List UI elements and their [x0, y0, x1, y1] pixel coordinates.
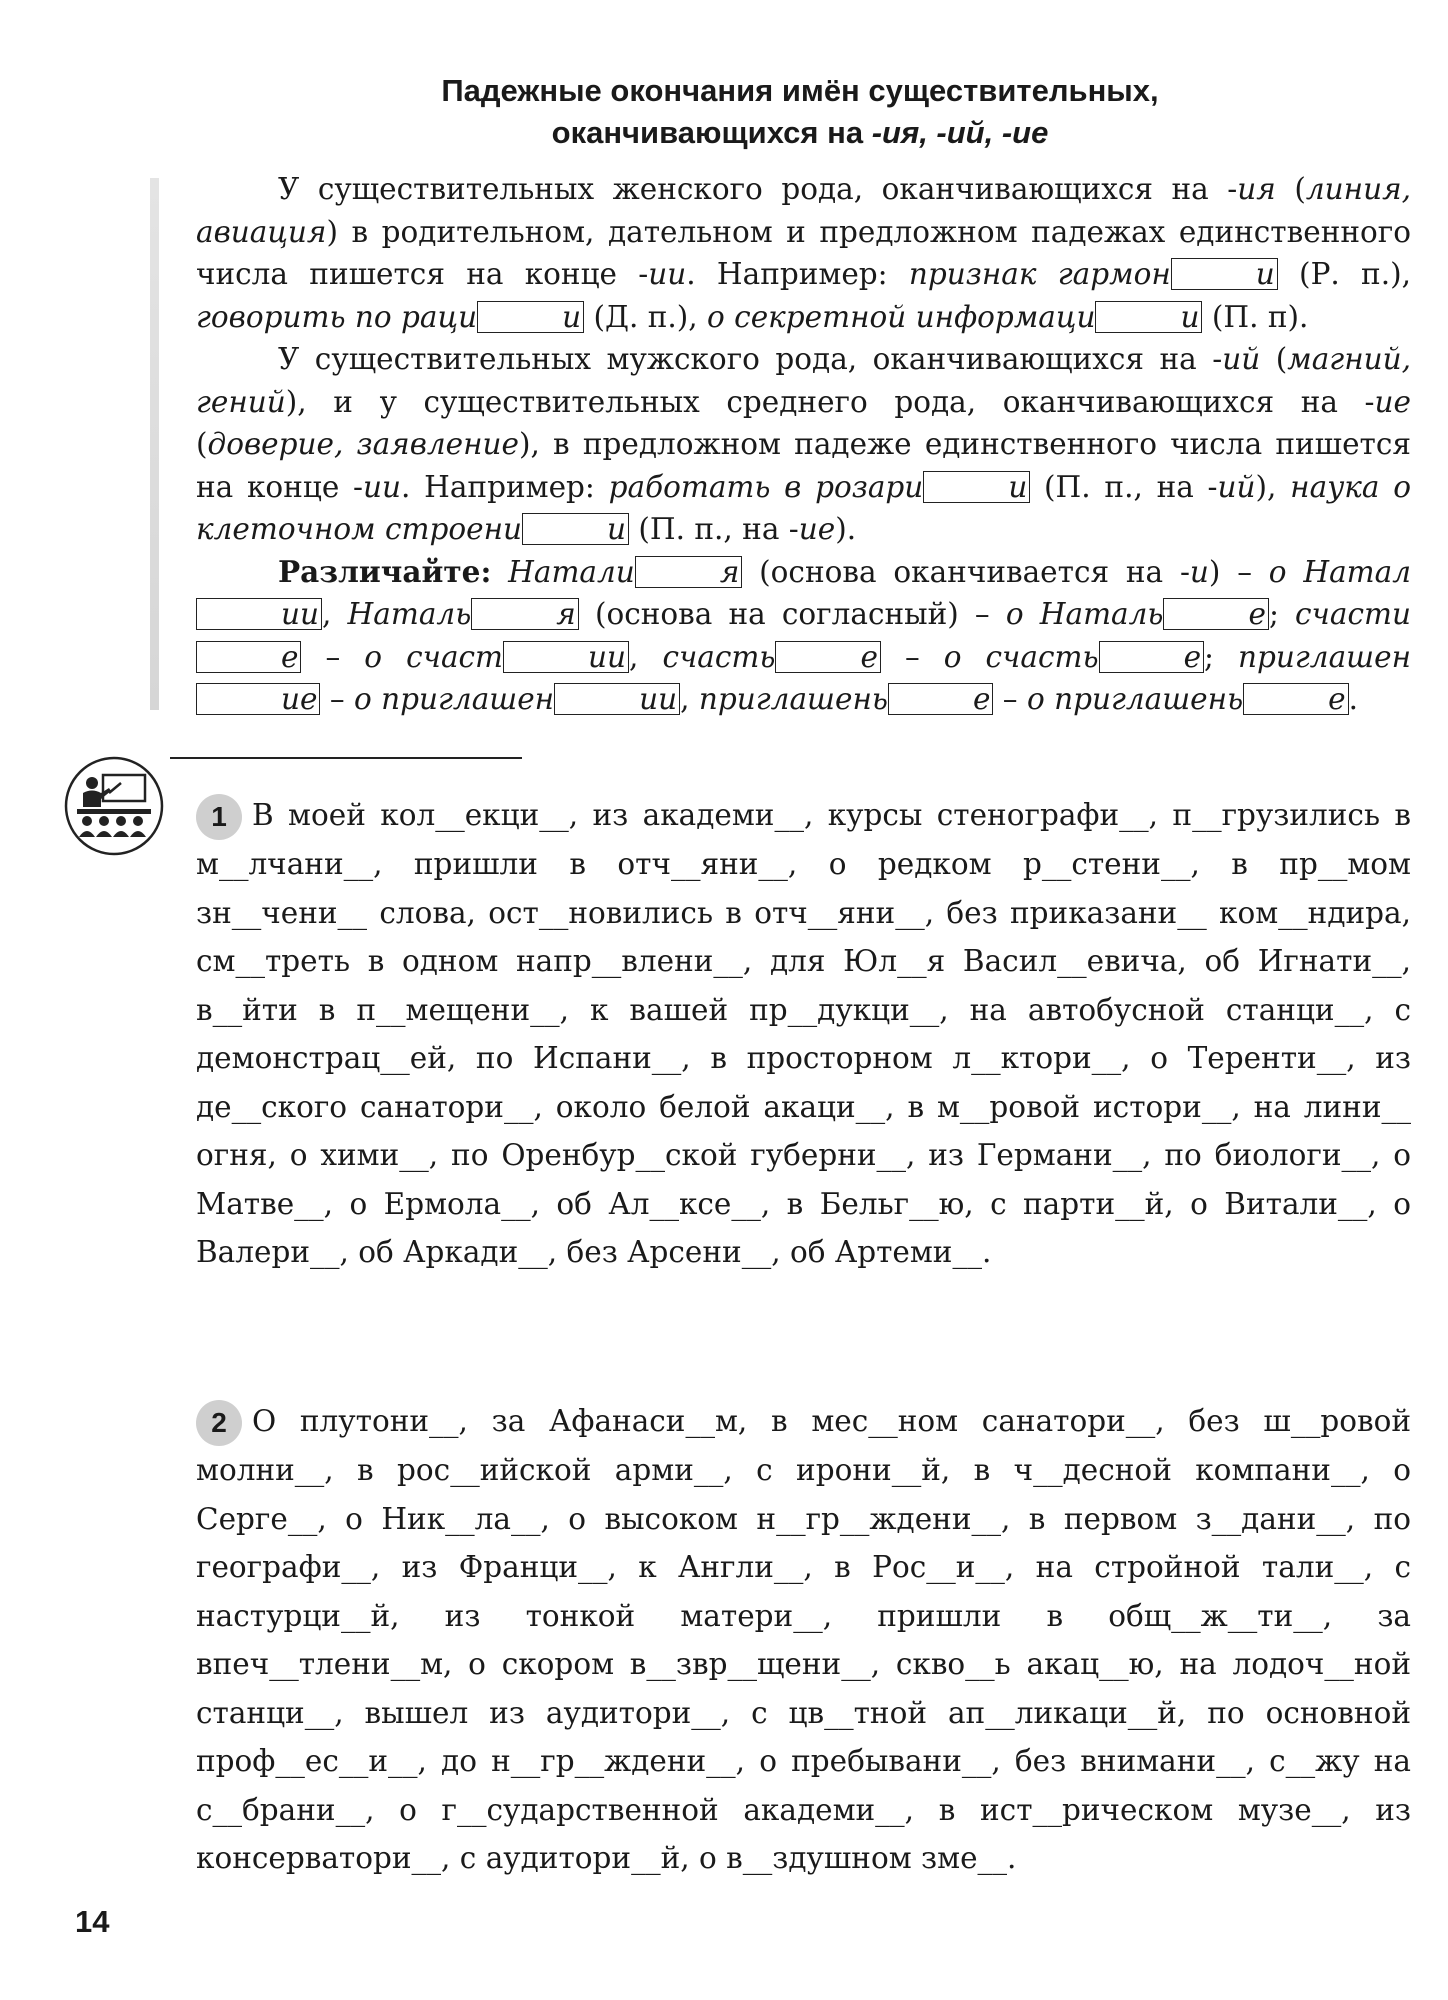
theory-paragraph-3: Различайте: Натали я (основа оканчивается на -и) – о Наталии , Наталь я (основа на согласный) – о Наталь е ; счастие – о счаст ии , счасть е – о счасть е ; приглашение – о приглашен ии , приглашень е – о приглашень е . — [196, 551, 1411, 721]
ending-box: е — [1163, 598, 1268, 630]
section-divider — [170, 757, 522, 759]
ending-box: е — [1243, 683, 1348, 715]
ending-box: е — [888, 683, 993, 715]
ending-box: и — [477, 301, 584, 333]
ending-box: ии — [503, 641, 629, 673]
title-line-1: Падежные окончания имён существительных, — [441, 73, 1159, 108]
ending-box: и — [522, 513, 629, 545]
exercise-2 — [196, 1397, 1411, 1883]
distinguish-label: Различайте: — [278, 553, 492, 589]
exercise-text: О плутони__, за Афанаси__м, в мес__ном санатори__, без ш__ровой молни__, в рос__ийской арми__, с ирони__й, в ч__десной компани__, о Серге__, о Ник__ла__, о высоком н__гр__ждени__, в первом з__дани__, по географи__, из Франци__, к Англи__, в Рос__и__, на стройной тали__, с настурци__й, из тонкой матери__, пришли в общ__ж__ти__, за впеч__тлени__м, о скором в__звр__щени__, скво__ь акац__ю, на лодоч__ной станци__, вышел из аудитори__, с цв__тной ап__ликаци__й, по основной проф__ес__и__, до н__гр__ждени__, о пребывани__, без внимани__, с__жу на с__брани__, о г__сударственной академи__, в ист__рическом музе__, из консерватори__, с аудитори__й, о в__здушном зме__. — [196, 1404, 1411, 1875]
title-endings: -ия, -ий, -ие — [871, 115, 1049, 150]
ending-box: и — [923, 471, 1030, 503]
ending-box: я — [635, 556, 743, 588]
ending-box: я — [471, 598, 579, 630]
ending-box: и — [1171, 258, 1278, 290]
ending-box: е — [775, 641, 880, 673]
ending-box: ие — [196, 683, 320, 715]
exercise-text: В моей кол__екци__, из академи__, курсы стенографи__, п__грузились в м__лчани__, пришли в отч__яни__, о редком р__стени__, в пр__мом зн__чени__ слова, ост__новились в отч__яни__, без приказани__ ком__ндира, см__треть в одном напр__влени__, для Юл__я Васил__евича, об Игнати__, в__йти в п__мещени__, к вашей пр__дукци__, на автобусной станци__, с демонстрац__ей, по Испани__, в просторном л__ктори__, о Теренти__, из де__ского санатори__, около белой акаци__, в м__ровой истори__, на лини__ огня, о хими__, по Оренбур__ской губерни__, из Германи__, по биологи__, о Матве__, о Ермола__, об Ал__ксе__, в Бельг__ю, с парти__й, о Витали__, о Валери__, об Аркади__, без Арсени__, об Артеми__. — [196, 798, 1411, 1269]
ending-box: и — [1095, 301, 1202, 333]
theory-block — [196, 168, 1411, 721]
theory-side-bar — [150, 178, 159, 710]
ending-box: е — [1099, 641, 1204, 673]
exercise-number: 1 — [196, 794, 242, 840]
title-line-2: оканчивающихся на -ия, -ий, -ие — [551, 115, 1049, 150]
ending-box: ии — [554, 683, 680, 715]
theory-paragraph-1: У существительных женского рода, оканчивающихся на -ия (линия, авиация) в родительном, дательном и предложном падежах единственного числа пишется на конце -ии. Например: признак гармон и (Р. п.), говорить по раци и (Д. п.), о секретной информаци и (П. п). — [196, 172, 1411, 334]
page-title — [300, 70, 1300, 154]
ending-box: ии — [196, 598, 322, 630]
teacher-at-board-icon — [63, 755, 165, 857]
page-number: 14 — [75, 1904, 110, 1939]
theory-paragraph-2: У существительных мужского рода, оканчивающихся на -ий (магний, гений), и у существительных среднего рода, оканчивающихся на -ие (доверие, заявление), в предложном падеже единственного числа пишется на конце -ии. Например: работать в розари и (П. п., на -ий), наука о клеточном строени и (П. п., на -ие). — [196, 342, 1412, 546]
exercise-number: 2 — [196, 1400, 242, 1446]
exercise-1 — [196, 791, 1411, 1277]
ending-box: е — [196, 641, 301, 673]
